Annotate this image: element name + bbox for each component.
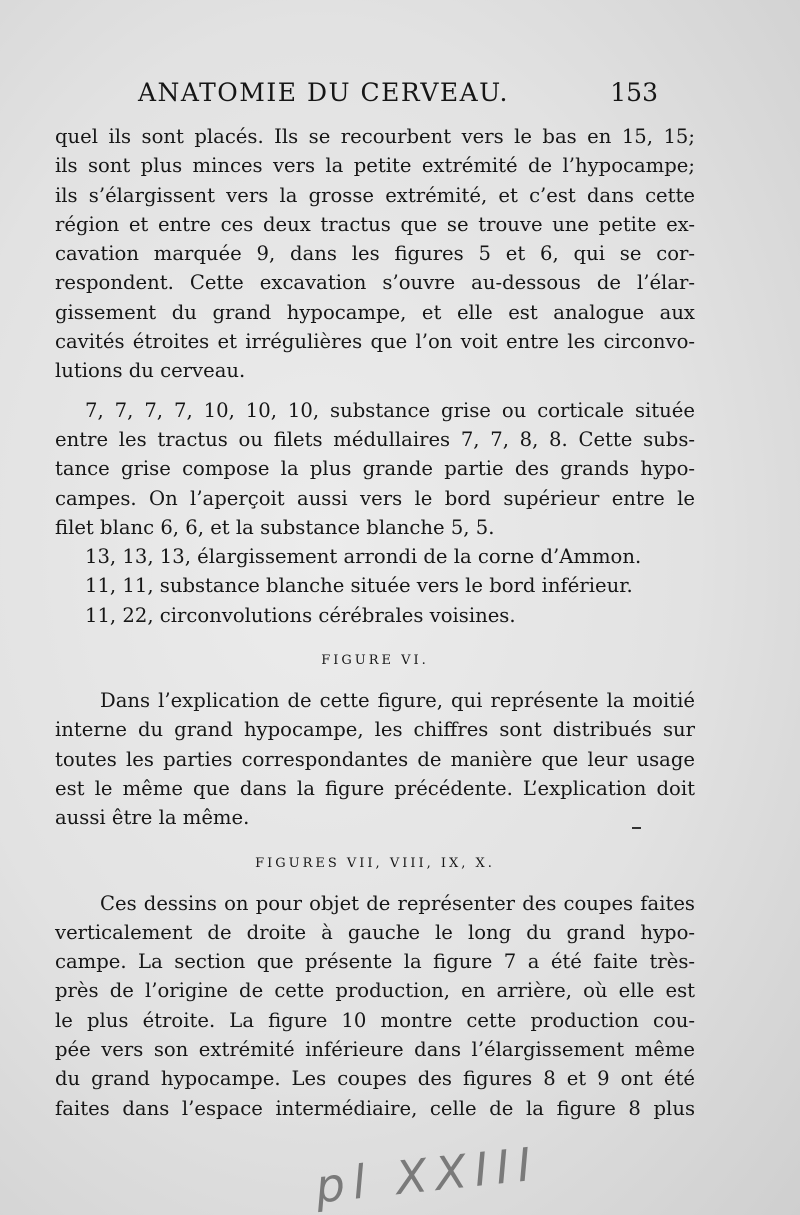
text-line: quel ils sont placés. Ils se recourbent vers le bas en 15, 15; — [55, 125, 695, 148]
text-line: est le même que dans la figure précédente. L’explication doit — [55, 776, 695, 800]
text-line: pée vers son extrémité inférieure dans l’élargissement même — [55, 1038, 695, 1062]
text-line: tance grise compose la plus grande partie des grands hypo- — [55, 457, 695, 481]
running-title: ANATOMIE DU CERVEAU. — [138, 78, 509, 107]
text-line: entre les tractus ou filets médullaires 7, 7, 8, 8. Cette subs- — [55, 427, 695, 451]
legend-items — [55, 542, 695, 630]
text-line: toutes les parties correspondantes de manière que leur usage — [55, 747, 695, 771]
legend-item: 11, 22, circonvolutions cérébrales voisines. — [85, 603, 516, 627]
figures-vii-x-heading: FIGURES VII, VIII, IX, X. — [255, 855, 495, 871]
paragraph-continuation — [55, 122, 695, 386]
figure-vi-paragraph — [55, 686, 695, 832]
text-line: 7, 7, 7, 7, 10, 10, 10, substance grise ou corticale située — [85, 398, 695, 422]
text-line: du grand hypocampe. Les coupes des figures 8 et 9 ont été — [55, 1067, 695, 1091]
text-line: ils s’élargissent vers la grosse extrémité, et c’est dans cette — [55, 183, 695, 207]
text-line: lutions du cerveau. — [55, 359, 246, 383]
text-line: Ces dessins on pour objet de représenter des coupes faites — [100, 891, 695, 915]
legend-item: 13, 13, 13, élargissement arrondi de la corne d’Ammon. — [85, 545, 642, 569]
text-line: région et entre ces deux tractus que se trouve une petite ex- — [55, 212, 695, 236]
text-line: faites dans l’espace intermédiaire, celle de la figure 8 plus — [55, 1096, 695, 1120]
handwritten-plate-note: pl XXIII — [312, 1136, 542, 1214]
text-line: ils sont plus minces vers la petite extrémité de l’hypocampe; — [55, 154, 695, 178]
body-text — [55, 122, 695, 1123]
text-line: campe. La section que présente la figure 7 a été faite très- — [55, 950, 695, 974]
text-line: cavation marquée 9, dans les figures 5 et 6, qui se cor- — [55, 242, 695, 266]
text-line: gissement du grand hypocampe, et elle est analogue aux — [55, 300, 695, 324]
text-line: aussi être la même. — [55, 806, 250, 830]
text-line: Dans l’explication de cette figure, qui représente la moitié — [100, 689, 695, 713]
text-line: respondent. Cette excavation s’ouvre au-dessous de l’élar- — [55, 271, 695, 295]
text-line: près de l’origine de cette production, en arrière, où elle est — [55, 979, 695, 1003]
text-line: le plus étroite. La figure 10 montre cette production cou- — [55, 1008, 695, 1032]
text-line: cavités étroites et irrégulières que l’on voit entre les circonvo- — [55, 330, 695, 354]
figure-vi-heading: FIGURE VI. — [321, 653, 429, 669]
paragraph-grey-substance — [55, 396, 695, 542]
legend-item: 11, 11, substance blanche située vers le bord inférieur. — [85, 574, 633, 598]
text-line: filet blanc 6, 6, et la substance blanche 5, 5. — [55, 515, 495, 539]
page-number: 153 — [610, 78, 658, 107]
text-line: interne du grand hypocampe, les chiffres sont distribués sur — [55, 718, 695, 742]
text-line: verticalement de droite à gauche le long du grand hypo- — [55, 920, 695, 944]
text-line: campes. On l’aperçoit aussi vers le bord supérieur entre le — [55, 486, 695, 510]
figures-vii-x-paragraph — [55, 889, 695, 1123]
page-header — [138, 78, 658, 114]
margin-dash — [632, 827, 641, 829]
